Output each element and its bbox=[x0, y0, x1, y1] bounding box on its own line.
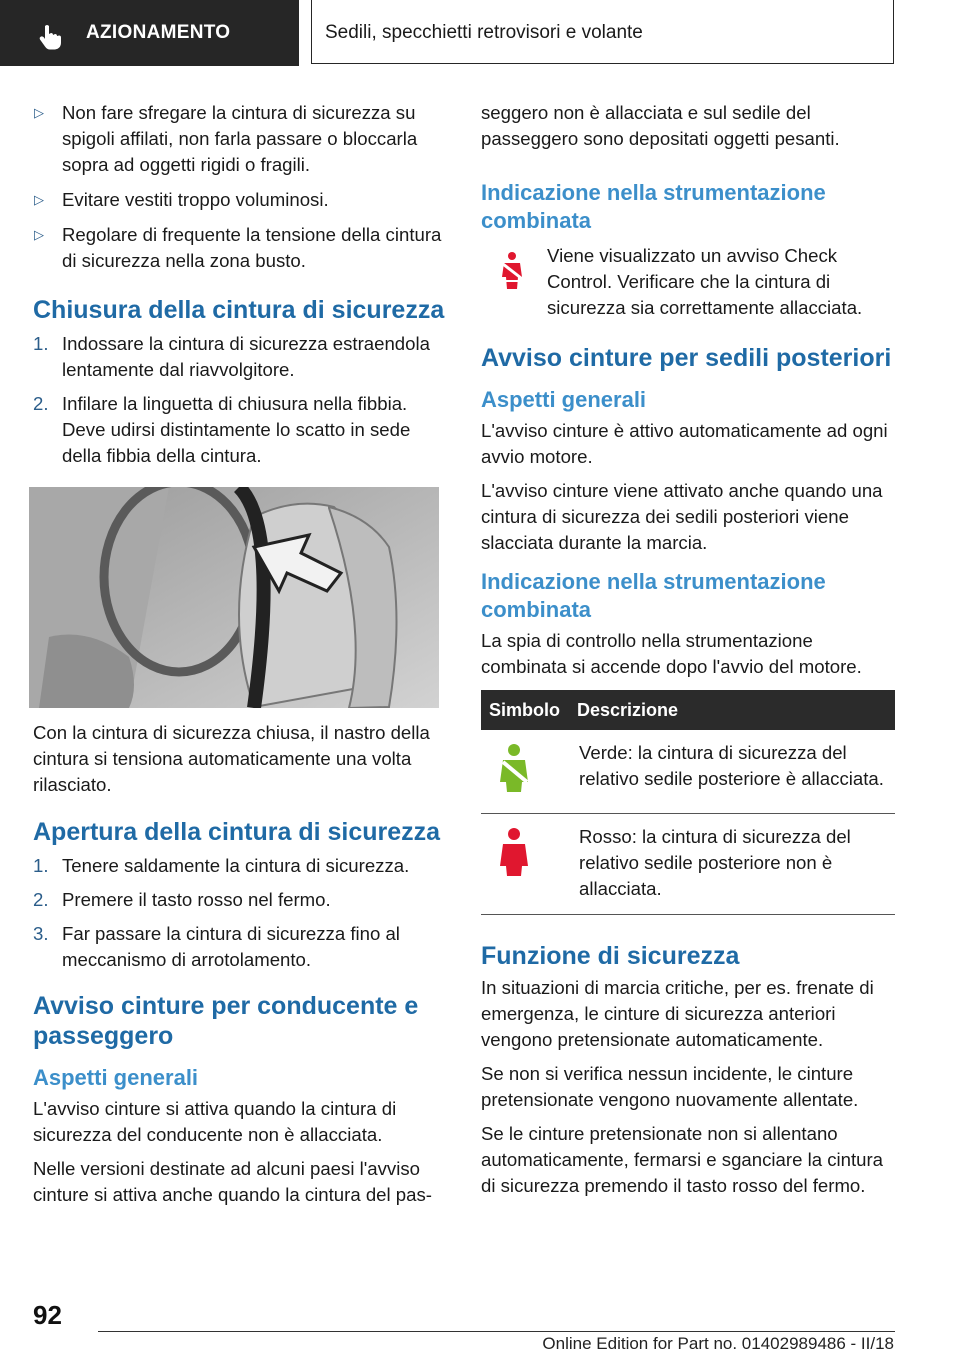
section-title: AZIONAMENTO bbox=[86, 22, 231, 43]
list-item: 2. Infilare la linguetta di chiusura nella fibbia. Deve udirsi distintamente lo scatto in sede della fibbia della cintura. bbox=[33, 393, 411, 466]
display-heading: Indicazione nella strumentazione combinata bbox=[481, 180, 826, 233]
list-item: 1. Tenere saldamente la cintura di sicurezza. bbox=[33, 855, 410, 876]
seatbelt-illustration bbox=[29, 487, 439, 708]
chapter-title: Sedili, specchietti retrovisori e volante bbox=[325, 22, 643, 43]
continuation-text: seggero non è allacciata e sul sedile del passeggero sono depositati oggetti pesanti. bbox=[481, 102, 840, 149]
opening-steps bbox=[33, 853, 445, 973]
safety-heading: Funzione di sicurezza bbox=[481, 942, 740, 970]
general-subheading: Aspetti generali bbox=[33, 1065, 199, 1090]
triangle-bullet-icon: ▷ bbox=[34, 105, 44, 120]
table-row: Rosso: la cintura di sicurezza del relativo sedile posteriore non è allacciata. bbox=[481, 814, 895, 915]
triangle-bullet-icon: ▷ bbox=[34, 192, 44, 207]
closing-steps bbox=[33, 331, 445, 469]
list-item: 1. Indossare la cintura di sicurezza estraendola lentamente dal riavvolgitore. bbox=[33, 333, 430, 380]
page-number: 92 bbox=[33, 1300, 62, 1330]
seatbelt-unfastened-red-icon bbox=[481, 826, 569, 878]
paragraph: L'avviso cinture viene attivato anche quando una cintura di sicurezza dei sedili posteriori viene slacciata durante la marcia. bbox=[481, 480, 883, 553]
list-item: ▷ Regolare di frequente la tensione della cintura di sicurezza nella zona busto. bbox=[34, 224, 442, 271]
paragraph: Se le cinture pretensionate non si allentano automaticamente, fermarsi e sganciare la cintura di sicurezza premendo il tasto rosso del fermo. bbox=[481, 1123, 884, 1196]
seatbelt-warning-icon bbox=[493, 251, 531, 291]
paragraph: L'avviso cinture si attiva quando la cintura di sicurezza del conducente non è allacciata. bbox=[33, 1098, 397, 1145]
opening-heading: Apertura della cintura di sicurezza bbox=[33, 818, 441, 846]
footer-divider bbox=[98, 1331, 895, 1332]
chapter-tab bbox=[311, 0, 894, 64]
paragraph: La spia di controllo nella strumentazione combinata si accende dopo l'avvio del motore. bbox=[481, 630, 862, 677]
right-column bbox=[481, 100, 895, 1207]
left-column bbox=[33, 100, 445, 1216]
seatbelt-fastened-green-icon bbox=[481, 742, 569, 794]
driver-warning-heading: Avviso cinture per conducente e passeggero bbox=[33, 992, 419, 1050]
tension-note: Con la cintura di sicurezza chiusa, il nastro della cintura si tensiona automaticamente una volta rilasciato. bbox=[33, 722, 430, 795]
closing-heading: Chiusura della cintura di sicurezza bbox=[33, 296, 445, 324]
section-tab bbox=[0, 0, 299, 66]
table-row: Verde: la cintura di sicurezza del relativo sedile posteriore è allacciata. bbox=[481, 730, 895, 814]
list-item: ▷ Evitare vestiti troppo voluminosi. bbox=[33, 187, 445, 213]
check-control-note: Viene visualizzato un avviso Check Control. Verificare che la cintura di sicurezza sia correttamente allacciata. bbox=[481, 243, 895, 321]
display-heading: Indicazione nella strumentazione combinata bbox=[481, 569, 826, 622]
list-item: ▷ Non fare sfregare la cintura di sicurezza su spigoli affilati, non farla passare o bloccarla sopra ad oggetti rigidi o fragili. bbox=[34, 102, 418, 175]
column-header: Simbolo bbox=[481, 690, 569, 730]
rear-warning-heading: Avviso cinture per sedili posteriori bbox=[481, 344, 892, 372]
list-item: 2. Premere il tasto rosso nel fermo. bbox=[33, 889, 331, 910]
edition-note: Online Edition for Part no. 01402989486 - II/18 bbox=[542, 1334, 894, 1353]
caution-list bbox=[33, 100, 445, 274]
paragraph: In situazioni di marcia critiche, per es. frenate di emergenza, le cinture di sicurezza anteriori vengono pretensionate automaticamente. bbox=[481, 977, 874, 1050]
paragraph: L'avviso cinture è attivo automaticamente ad ogni avvio motore. bbox=[481, 420, 888, 467]
table-header bbox=[481, 690, 895, 730]
general-subheading: Aspetti generali bbox=[481, 387, 647, 412]
symbol-table bbox=[481, 690, 895, 915]
column-header: Descrizione bbox=[569, 690, 895, 730]
seatbelt-figure bbox=[29, 487, 439, 708]
paragraph: Se non si verifica nessun incidente, le cinture pretensionate vengono nuovamente allentate. bbox=[481, 1063, 859, 1110]
paragraph: Nelle versioni destinate ad alcuni paesi l'avviso cinture si attiva anche quando la cintura del pas- bbox=[33, 1158, 432, 1205]
hand-pointer-icon bbox=[36, 22, 64, 50]
list-item: 3. Far passare la cintura di sicurezza fino al meccanismo di arrotolamento. bbox=[33, 923, 400, 970]
triangle-bullet-icon: ▷ bbox=[34, 227, 44, 242]
